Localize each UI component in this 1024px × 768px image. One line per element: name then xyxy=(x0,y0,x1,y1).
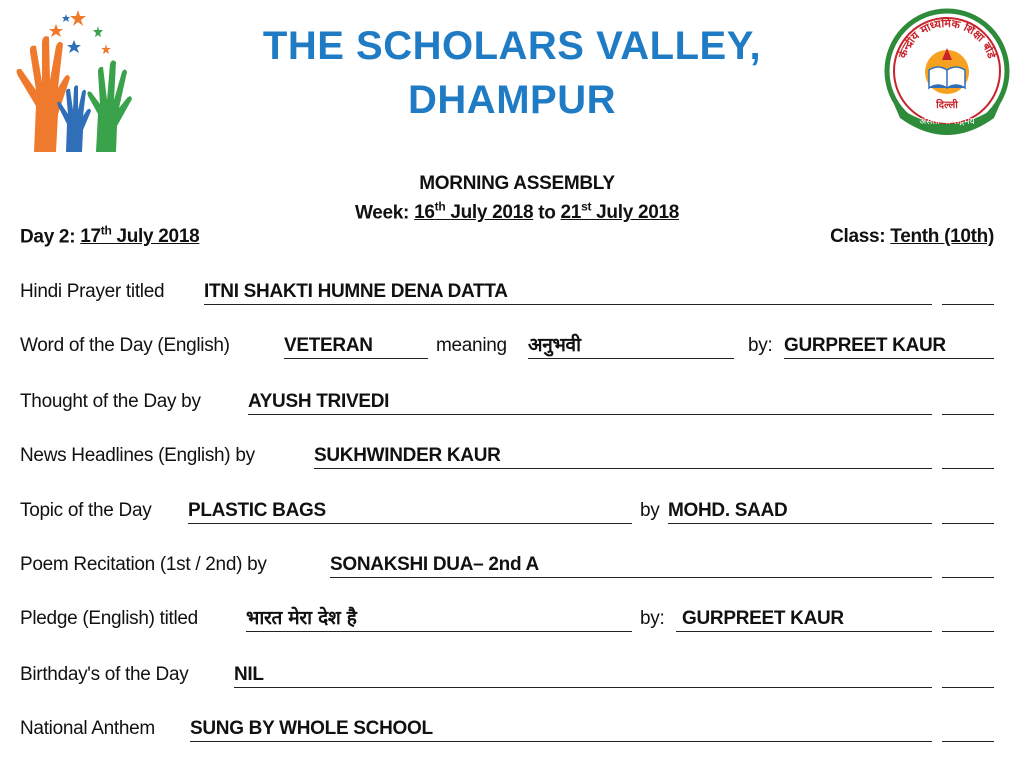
pledge-underline xyxy=(246,631,632,632)
anthem-value: SUNG BY WHOLE SCHOOL xyxy=(190,718,433,739)
birthday-underline xyxy=(234,687,932,688)
cbse-seal-icon xyxy=(882,8,1012,138)
word-by-label: by: xyxy=(748,335,773,356)
seal-city-text: दिल्ली xyxy=(936,100,958,111)
pledge-by-underline xyxy=(676,631,932,632)
week-line xyxy=(0,200,1024,224)
school-name-line1: THE SCHOLARS VALLEY, xyxy=(262,24,762,68)
class-info: Class: Tenth (10th) xyxy=(830,226,994,247)
topic-by-value: MOHD. SAAD xyxy=(668,500,788,521)
pledge-row xyxy=(20,606,994,632)
topic-by-underline xyxy=(668,523,932,524)
week-end: 21st July 2018 xyxy=(560,200,680,224)
birthday-label: Birthday's of the Day xyxy=(20,664,189,685)
thought-label: Thought of the Day by xyxy=(20,391,201,412)
seal-motto-text: असतो मा सद्गमय xyxy=(919,117,975,127)
topic-label: Topic of the Day xyxy=(20,500,152,521)
day-class-row xyxy=(20,224,994,250)
topic-underline xyxy=(188,523,632,524)
word-label: Word of the Day (English) xyxy=(20,335,230,356)
birthday-blank xyxy=(942,687,994,688)
pledge-label: Pledge (English) titled xyxy=(20,608,198,629)
pledge-blank xyxy=(942,631,994,632)
thought-underline xyxy=(248,414,932,415)
prayer-blank xyxy=(942,304,994,305)
birthday-value: NIL xyxy=(234,664,264,685)
anthem-underline xyxy=(190,741,932,742)
word-meaning-value: अनुभवी xyxy=(528,334,581,356)
birthday-row xyxy=(20,662,994,688)
pledge-by-value: GURPREET KAUR xyxy=(682,608,844,629)
word-meaning-label: meaning xyxy=(436,335,507,356)
day-info: Day 2: 17th July 2018 xyxy=(20,223,200,247)
thought-row xyxy=(20,389,994,415)
assembly-heading: MORNING ASSEMBLY xyxy=(419,173,615,194)
prayer-row xyxy=(20,279,994,305)
news-blank xyxy=(942,468,994,469)
thought-blank xyxy=(942,414,994,415)
word-value: VETERAN xyxy=(284,335,373,356)
poem-underline xyxy=(330,577,932,578)
meaning-underline xyxy=(528,358,734,359)
poem-blank xyxy=(942,577,994,578)
prayer-underline xyxy=(204,304,932,305)
news-row xyxy=(20,443,994,469)
week-to: to xyxy=(538,202,556,224)
anthem-blank xyxy=(942,741,994,742)
word-by-value: GURPREET KAUR xyxy=(784,335,946,356)
topic-row xyxy=(20,498,994,524)
poem-value: SONAKSHI DUA– 2nd A xyxy=(330,554,539,575)
week-label: Week: xyxy=(354,202,410,224)
word-row xyxy=(20,333,994,359)
anthem-label: National Anthem xyxy=(20,718,155,739)
word-by-underline xyxy=(784,358,994,359)
news-underline xyxy=(314,468,932,469)
school-name-line2: DHAMPUR xyxy=(408,78,616,122)
week-start: 16th July 2018 xyxy=(414,200,534,224)
news-value: SUKHWINDER KAUR xyxy=(314,445,501,466)
poem-row xyxy=(20,552,994,578)
topic-value: PLASTIC BAGS xyxy=(188,500,326,521)
seal-arc-text: केन्द्रीय माध्यमिक शिक्षा बोर्ड xyxy=(895,16,999,60)
poem-label: Poem Recitation (1st / 2nd) by xyxy=(20,554,267,575)
topic-by-label: by xyxy=(640,500,660,521)
prayer-value: ITNI SHAKTI HUMNE DENA DATTA xyxy=(204,281,508,302)
anthem-row xyxy=(20,716,994,742)
topic-blank xyxy=(942,523,994,524)
prayer-label: Hindi Prayer titled xyxy=(20,281,165,302)
pledge-by-label: by: xyxy=(640,608,665,629)
news-label: News Headlines (English) by xyxy=(20,445,255,466)
word-underline xyxy=(284,358,428,359)
thought-value: AYUSH TRIVEDI xyxy=(248,391,390,412)
pledge-value: भारत मेरा देश है xyxy=(246,607,357,629)
